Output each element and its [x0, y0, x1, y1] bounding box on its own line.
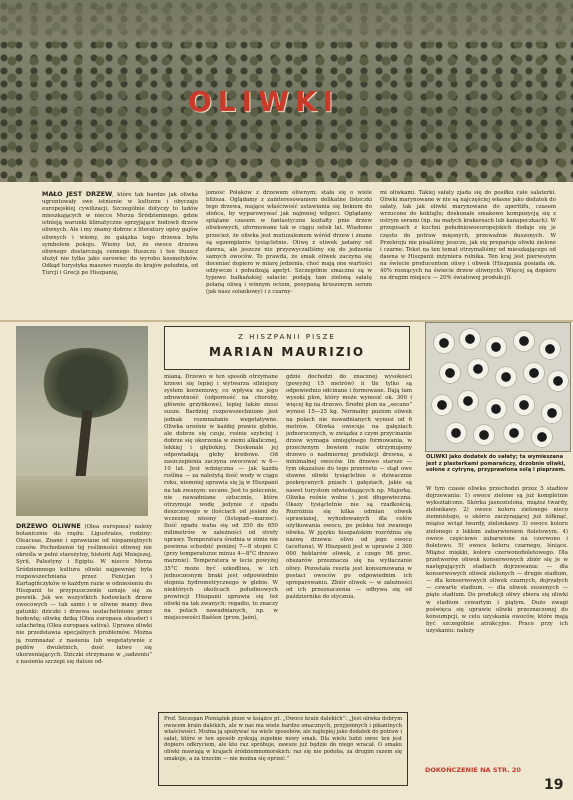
olive-grove-photo [0, 0, 573, 182]
olive-slice [514, 331, 534, 351]
olive-slice [486, 337, 506, 357]
olive-slice [496, 367, 516, 387]
body-column-right: gdzie dochodzi do znacznej wysokości (powyżej 15 metrów) ii tle tylko są odpowiednio odcinane i formowane. Dają tam wysoki plon, który może wynosić ok. 300 i więcej kg na drzewo. Średni plon na „secano” wynosi 15—25 kg. Normalny poziom oliwek na polach nie nawadnianych wynosi od 6 metrów. Oliwka owocuje na gałęziach jednorocznych, w związku z czym przycinanie drzew wymaga umiejętnego formowania, w przeciwnym bowiem razie otrzymujemy drzewo o nadmiernej produkcji drewna, a minimalnej owoców. Im drzewo starsze — tym okazalsze do tego przerostu — stąd owe stawne oliwki tysiącletnie o dziwacznie poskręcanych pniach i gałęziach, jakie są nawet turystom odwiedzających np. Majorkę. Oliwka rośnie wolno i jest długowieczna. Okazy tysiącletnie nie są rzadkością. Rozróżnia się kilka odmian oliwek uprawianej, wyhodowanych dla celów użytkowania owocu, po polsku też zwanego oliwka. W języku hiszpańskim rozróżnia się nazwę drzewa: olivo od jego owocu (aceituna). W Hiszpanii jest w uprawie 2 300 000 hektarów oliwek, z czego 96 proc. obszarów przeznacza się na wytłaczanie oliwy. Pozostała reszta jest konsumowana w postaci owoców po odpowiednim ich spreparowaniu. Zbiór oliwek — w zależności od ich przeznaczenia — odbywa się od października do stycznia. [286, 374, 412, 600]
olive-slice [460, 329, 480, 349]
olive-slice [514, 395, 534, 415]
olive-slice [432, 395, 452, 415]
olive-slice [486, 399, 506, 419]
olive-slice [532, 427, 552, 447]
olive-tree-photo [16, 326, 148, 516]
intro-column-1 [42, 190, 198, 316]
body-text-left: (Olea europaea) należy botanicznie do rzędu: Ligustrales, rodziny: Oleaceae. Znane i uprawiane od niepamiętnych czasów. Pochodzenie tej roślinności oliwnej nie określa w pełni starożytny, historii Azji Mniejszej, Syrii, Palestyny i Egiptu. W niecce Morza Śródziemnego kultura oliwki najpewniej była rozpowszechniana przez Fenicjan i Kartagińczyków w każdym razie w odniesieniu do Hiszpanii te przypuszczenie uznaje się za pewnik. Jak we wszystkich hodowlach drzew owocowych — tak samo i w oliwne mamy dwa gatunki: dziczki i drzewa uszlachetnione przez hodowlę; oliwkę dziką (Olea europaea oleaster) i szlachetną (Olea europaea sativa). Uprawa oliwki nie przedstawia specjalnych problemów. Można ją rozmnażać z nasienia lub wegetatywnie z pędów dwuletnich, dość łatwo się ukorzeniających. Dziczki otrzymane w „sadzeniu” z nasienia szczepi się dalsze od- [16, 524, 152, 665]
olive-slice [542, 403, 562, 423]
olive-slice [524, 363, 544, 383]
intro-text-1: , które tak bardzo jak oliwka ugruntowały swe istnienie w kulturze i obyczaju europejskiej cywilizacji. Szczególnie dotyczy to ludów mieszkających w niecce Morza Śródziemnego, gdzie istnieją warunki klimatyczne sprzyjające hodowli drzew oliwnych. Ale i my znamy dobrze z literatury opisy gajów oliwnych i wiemy, że gałązka tego drzewa była symbolem pokoju. Wiemy też, że owoce drzewa oliwnego dostarczają cennego tłuszczu i ten tłuszcz służył nie tylko jako surowiec do wyrobu kosmetyków. Odkąd turystyka masowo ruszyła do krajów południa, od Turcji i Grecji po Hiszpanię, [42, 192, 198, 277]
tree-trunk [75, 410, 92, 478]
olive-slice [504, 423, 524, 443]
photo-caption: OLIWKI jako dodatek do sałaty; ta wymieszana jest z plasterkami pomarańczy, drzobnie oliwki, solone z cytryną, przyprawiona solą i pieprzem. [426, 454, 566, 474]
olive-slice [468, 359, 488, 379]
olive-slice [434, 333, 454, 353]
olive-slice [440, 363, 460, 383]
olive-slice [548, 371, 568, 391]
intro-lead: MAŁO JEST DRZEW [42, 190, 113, 198]
olive-slice [474, 425, 494, 445]
body-lead: DRZEWO OLIWNE [16, 522, 81, 530]
tree-crown [38, 348, 134, 418]
body-column-left [16, 522, 152, 788]
olive-slice [540, 339, 560, 359]
byline-box [164, 326, 410, 370]
byline-author: MARIAN MAURIZIO [208, 345, 366, 359]
ground [16, 476, 148, 516]
continuation-note: DOKOŃCZENIE NA STR. 20 [425, 766, 521, 774]
olive-slice [446, 423, 466, 443]
olive-salad-photo [425, 322, 571, 452]
sidebar-column: W tym czasie oliwka przechodzi przez 5 stadiów dojrzewania: 1) owoce zielone są już kompletnie wykształcone. Skórka jasnozielona, miąższ twardy, zielonkawy. 2) owoce koloru zielonego nieco ziemnistego, o skórce zaczynającej już żółknąć, miąższ wciąż twardy, zielonkawy. 3) owoce koloru zielonego z lekkim zabarwieniem fioletowym. 4) owoce częściowo zabarwione na czerwono i fioletowo. 5) owoce koloru czarnego, lśniące. Miąższ miękki, koloru czerwonofioletowego. Dla przetworów oliwek konserwowych zbiór się je w następujących stadiach dojrzewania: — dla konserwowych oliwek zielonych — drugie stadium, — dla konserwowych oliwek czarnych, dojrzałych — czwarte stadium, — dla oliwek suszonych — piąte stadium. Do produkcji oliwy zbiera się oliwki w stadium czwartym i piątym. Dużo uwagi poświęca się uprawie oliwki przeznaczonej do konsumpcji, w celu uzyskania owoców, które mają być szczególnie atrakcyjne. Prace przy ich uzyskaniu: należy [426, 486, 568, 634]
quote-box: Prof. Szczepan Pieniążek pisze w książce pt. „Owoce krain dalekich”: „Jest oliwka dobrym owocem krain dalekich, ale w nas ma wiele bardzo smacznych, przyjemnych i pikantnych właściwości. Można ją spożywać na wiele sposobów, ale najlepiej jako dodatek do potraw i sałat, które w ten sposób zyskują zupełnie nowy smak. Dla wielu ludzi owoc ten jest dopiero odkryciem, ale kto raz spróbuje, zawsze już będzie do niego wracał. O smaku oliwki mawiają w krajach śródziemnomorskich: raz się nie podoba, za drugim razem się smakuje, a za trzecim — nie można się oprzeć.” [158, 712, 408, 786]
hillside [0, 0, 573, 42]
page-title: OLIWKI [188, 85, 340, 118]
intro-column-2: jomość Polaków z drzewem oliwnym; stała się o wiele bliższa. Oglądamy z zainteresowaniem delikatne listeczki tego drzewa, mające właściwość ustawiania się bokiem do słońca, by wyparowywać jak najmniej wilgoci. Oglądamy splątane czasem w fantastyczne kształty pnie drzew oliwkowych, uformowane tak w ciągu setek lat. Wiadomo przecież, że oliwka jest mutuzalemem wśród drzew i znane są egzemplarze tysiącletnie. Oliwę z oliwek jadamy od dawna, ale jeszcze nie przyzwyczailiśmy się do jedzenia samych owoców. To prawda, że smak oliwek zaczyna się doceniać dopiero w miarę jedzenia, choć mają one wartości odżywcze i pobudzają apetyt. Szczególnie smaczne są w typowo bałkańskiej sałacie: podają tam zieloną sałatę polaną oliwą i winnym octem, posypaną kruszonym serem (jak nasz solankowy) i z czarny- [206, 190, 372, 296]
byline-kicker: Z HISZPANII PISZE [238, 333, 336, 341]
olive-slice [458, 391, 478, 411]
intro-column-3: mi oliwkami. Takiej sałaty zjada się do posiłku całe salaterki. Oliwki marynowane w nie są najczęściej własne jako dodatek do sałaty, tak jak oliwki marynowane do aperitifu, czasem wrzucone do koktajlu; doskonałe smakowo kompozycją się z ostrym serami (np. na małych krakersach lub kanapeczkach). W przepisach z kuchni południowoeuropejskich dodaje się je często do potraw mięsnych, przewaźnie duszonych. W Przekroju nie pisaliśmy jeszcze, jak się preparuje oliwki zielone i czarne. Tekst na ten temat otrzymaliśmy od mieszkającego od dawna w Hiszpanii inżyniera rolnika. Ten kraj jest pierwszym na świecie producentem oliwy i oliwek (Hiszpania posiada ok. 40% rosnących na świecie drzew oliwnych). Więcej są dopiero na drugim miejscu — 20% światowej produkcji). [380, 190, 556, 282]
page-number: 19 [544, 777, 564, 793]
body-column-middle: mianą. Drzewo w ten sposób otrzymane krzewi się lepiej i wytwarza silniejszy system korzeniowy, co wpływa na jego zdrowotność (odporność na choroby, głównie grzybkowe), lepiej także znosi susze. Bardziej rozpowszechnione jest jednak rozmnażanie wegetatywne. Oliwka urośnie w każdej prawie glebie, ale dobrze się czuje, rośnie szybciej i dobrze się ukorzenia w ziemi alkalicznej, lekkiej i głębokiej. Doskonale jej odpowiadają gleby kredowe. Od zaszczepienia zaczyna owocować w 6—10 lat. Jest wdzięczna — jak każda roślina — za należytą ilość wody w ciągu roku, niemniej uprawia się ją w Hiszpanii na tak zwanym: secano. Jest to polecenie, nie nawadniane sztucznie, które otrzymuje wodę jedynie z opadu deszczowego w ilościach od jesieni do wczesnej wiosny (listopad—marzec). Ilość opadu waha się od 350 do 650 milimetrów w zależności od strefy uprawy. Temperatura średnia w zimie nie powinna schodzić poniżej 7—8 stopni C (przy temperaturze minus 4—8°C drzewo marznie). Temperatura w lecie powyżej 35°C może być szkodliwa, w ich jednoczesnym braki jest odpowiednio stopnia hydrometrycznego w glebie. W niektórych okolicach południowych prowincji Hiszpanii uprawia się też oliwki na tak zwanych: regadio, to znaczy na polach nawadnianych, np. w miejscowości Baéšen (prow. Jaén), [164, 374, 278, 622]
